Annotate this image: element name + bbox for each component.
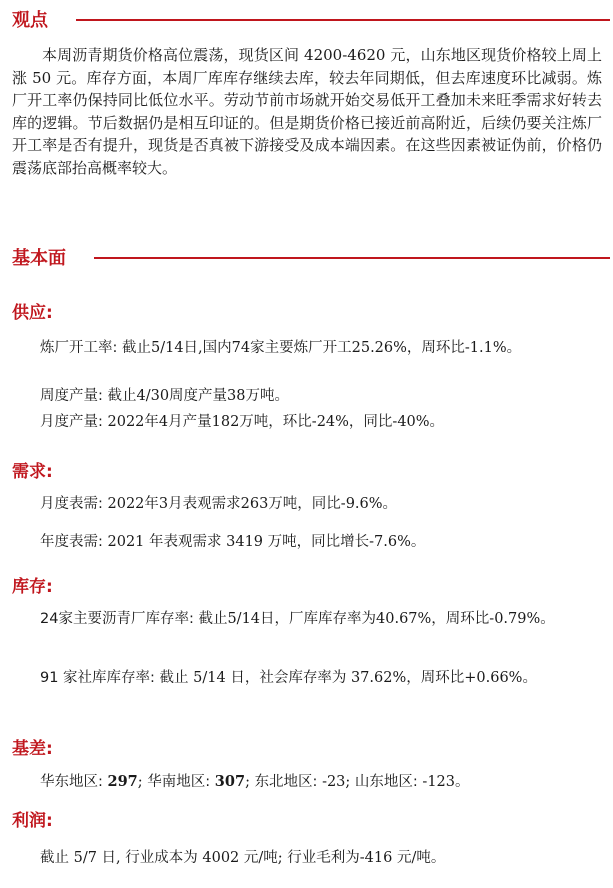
demand-item <box>40 492 600 516</box>
profit-text: 截止 5/7 日, 行业成本为 4002 元/吨; 行业毛利为-416 元/吨。 <box>40 850 446 866</box>
supply-item <box>40 410 600 434</box>
demand-item-label: 年度表需: <box>40 534 103 550</box>
inventory-item-text: 截止5/14日，厂库库存率为40.67%，周环比-0.79%。 <box>193 611 555 627</box>
demand-item-text: 2022年3月表观需求263万吨，同比-9.6%。 <box>102 496 398 512</box>
supply-item <box>40 384 600 408</box>
fundamentals-header <box>12 244 610 270</box>
demand-item-text: 2021 年表观需求 3419 万吨，同比增长-7.6%。 <box>102 534 426 550</box>
supply-item <box>40 336 575 360</box>
fundamentals-rule <box>94 257 610 259</box>
profit-title: 利润: <box>12 811 53 831</box>
supply-title: 供应: <box>12 303 53 323</box>
viewpoint-rule <box>76 19 610 21</box>
basis-south-value: 307 <box>214 773 246 790</box>
basis-shandong-value: -123 <box>422 774 455 790</box>
basis-east-label: 华东地区: <box>40 774 103 790</box>
inventory-item-label: 91 家社库库存率: <box>40 670 155 686</box>
inventory-item <box>40 607 595 631</box>
supply-item-label: 炼厂开工率: <box>40 340 118 356</box>
basis-title: 基差: <box>12 739 53 759</box>
supply-item-text: 2022年4月产量182万吨，环比-24%，同比-40%。 <box>102 414 445 430</box>
basis-south-label: 华南地区: <box>147 774 211 790</box>
supply-item-label: 月度产量: <box>40 414 103 430</box>
basis-northeast-label: 东北地区: <box>254 774 318 790</box>
viewpoint-title: 观点 <box>12 10 48 31</box>
basis-east-value: 297 <box>107 773 138 790</box>
fundamentals-title: 基本面 <box>12 248 66 269</box>
inventory-item-text: 截止 5/14 日，社会库存率为 37.62%，周环比+0.66%。 <box>154 670 537 686</box>
basis-shandong-label: 山东地区: <box>354 774 418 790</box>
basis-northeast-value: -23 <box>322 774 346 790</box>
demand-title: 需求: <box>12 462 53 482</box>
inventory-item-label: 24家主要沥青厂库存率: <box>40 611 194 627</box>
viewpoint-text: 本周沥青期货价格高位震荡，现货区间 4200-4620 元，山东地区现货价格较上周上涨 50 元。库存方面，本周厂库库存继续去库，较去年同期低，但去库速度环比减弱。炼厂开工率仍保持同比低位水平。劳动节前市场就开始交易低开工叠加未来旺季需求好转去库的逻辑。节后数据仍是相互印证的。但是期货价格已接近前高附近，后续仍要关注炼厂开工率是否有提升，现货是否真被下游接受及成本端因素。在这些因素被证伪前，价格仍震荡底部抬高概率较大。 <box>12 46 602 177</box>
viewpoint-header <box>12 6 610 32</box>
demand-item-label: 月度表需: <box>40 496 103 512</box>
supply-item-label: 周度产量: <box>40 388 103 404</box>
supply-item-text: 截止5/14日,国内74家主要炼厂开工25.26%，周环比-1.1%。 <box>117 340 522 356</box>
demand-item <box>40 530 600 554</box>
inventory-title: 库存: <box>12 577 53 597</box>
inventory-item <box>12 666 572 690</box>
basis-line: 华东地区: 297; 华南地区: 307; 东北地区: -23; 山东地区: -123。 <box>40 773 470 790</box>
supply-item-text: 截止4/30周度产量38万吨。 <box>102 388 290 404</box>
